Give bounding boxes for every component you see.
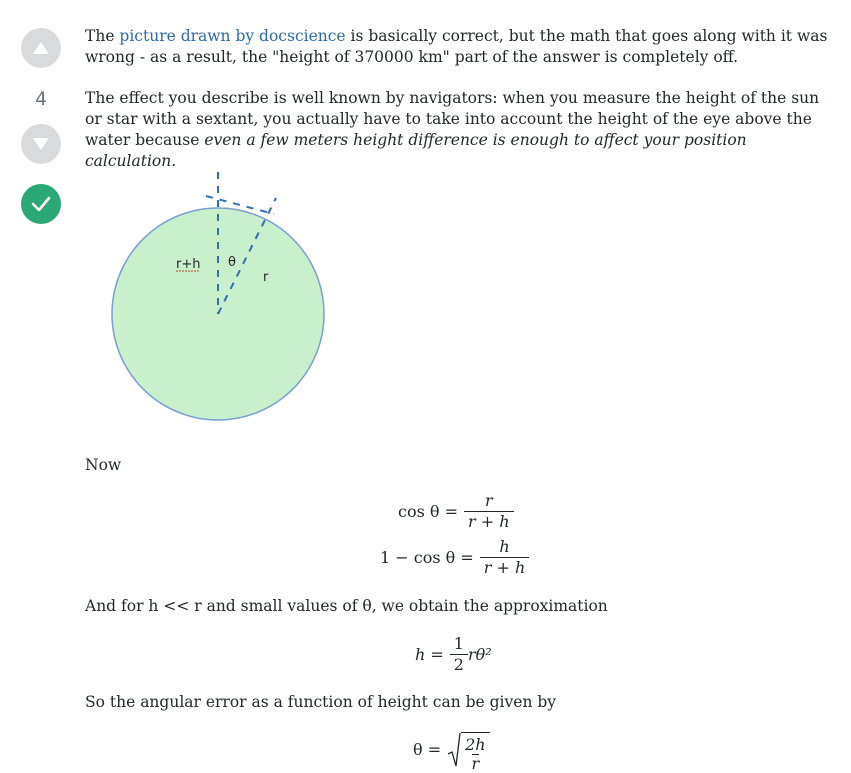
sqrt-expression <box>447 732 489 773</box>
navigators-emphasis: even a few meters height difference is enough to affect your position calculation. <box>85 131 747 170</box>
label-r-plus-h: r+h <box>176 257 201 272</box>
eq3-lhs: h = <box>415 645 444 664</box>
navigators-text: The effect you describe is well known by navigators: when you measure the height of the sun or star with a sextant, you actually have to take into account the height of the eye above the water because <box>85 89 820 149</box>
eq1-fraction <box>464 491 514 532</box>
eq1-numerator: r <box>484 490 493 510</box>
upvote-button[interactable] <box>21 28 61 68</box>
geometry-figure <box>100 168 340 430</box>
sqrt-radicand <box>461 732 489 773</box>
eq4-lhs: θ = <box>413 740 442 759</box>
equation-one-minus-cos <box>370 534 570 580</box>
now-text: Now <box>85 456 122 474</box>
downvote-button[interactable] <box>21 124 61 164</box>
vote-count: 4 <box>34 88 48 110</box>
equation-approx <box>415 634 492 675</box>
label-theta: θ <box>228 255 236 270</box>
paragraph-intro <box>85 26 830 68</box>
eq4-denominator: r <box>471 754 480 773</box>
label-r: r <box>263 270 269 285</box>
eq4-numerator: 2h <box>465 735 486 754</box>
paragraph-navigators <box>85 88 830 172</box>
eq2-fraction <box>480 537 530 578</box>
approximation-text: And for h << r and small values of θ, we obtain the approximation <box>85 597 608 615</box>
checkmark-icon <box>31 196 51 212</box>
eq1-denominator: r + h <box>464 511 514 532</box>
eq1-lhs: cos θ = <box>398 501 459 521</box>
circle-diagram <box>100 168 340 430</box>
triangle-down-icon <box>32 137 50 151</box>
eq2-denominator: r + h <box>480 557 530 578</box>
accepted-answer-badge <box>21 184 61 224</box>
eq3-tail: rθ² <box>467 645 492 664</box>
intro-text-start: The <box>85 27 120 45</box>
eq3-fraction <box>450 634 468 675</box>
equation-theta <box>413 732 490 773</box>
intro-text-end: is basically correct, but the math that goes along with it was wrong - as a result, the "height of 370000 km" part of the answer is completely off. <box>85 27 828 66</box>
picture-link[interactable]: picture drawn by docscience <box>119 27 346 45</box>
eq3-denominator: 2 <box>450 654 468 675</box>
eq3-numerator: 1 <box>453 634 464 653</box>
angular-error-text: So the angular error as a function of height can be given by <box>85 693 557 711</box>
eq2-numerator: h <box>499 536 510 556</box>
equations-block <box>370 488 570 580</box>
radical-sign-icon <box>447 732 461 768</box>
equation-cos <box>370 488 570 534</box>
triangle-up-icon <box>32 41 50 55</box>
eq2-lhs: 1 − cos θ = <box>380 547 474 567</box>
